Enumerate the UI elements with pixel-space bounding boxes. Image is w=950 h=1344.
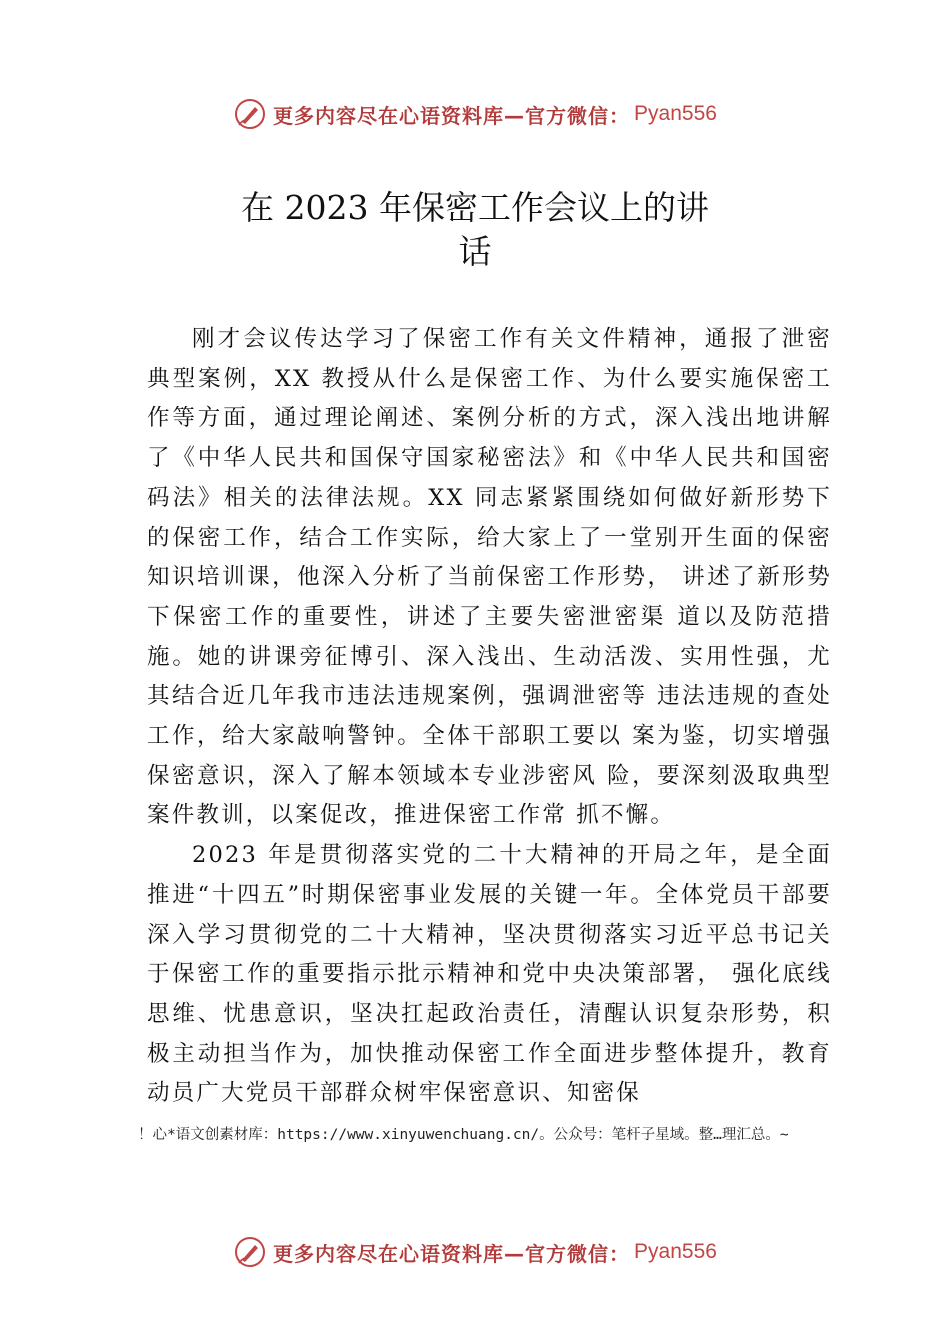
document-title (200, 186, 750, 274)
title-line-2: 话 (458, 232, 492, 271)
footer-banner (0, 1232, 950, 1272)
banner-handle: Pyan556 (634, 102, 717, 125)
banner-text: 更多内容尽在心语资料库—官方微信： (273, 103, 631, 128)
footnote: ！心*语文创素材库：https://www.xinyuwenchuang.cn/。公众号：笔杆子星域。整…理汇总。~ (138, 1127, 789, 1143)
banner-handle: Pyan556 (634, 1240, 717, 1263)
header-banner (0, 94, 950, 134)
paragraph: 刚才会议传达学习了保密工作有关文件精神，通报了泄密典型案例，XX 教授从什么是保密工作、为什么要实施保密工作等方面，通过理论阐述、案例分析的方式，深入浅出地讲解了《中华人民共和国保守国家秘密法》和《中华人民共和国密码法》相关的法律法规。XX 同志紧紧围绕如何做好新形势下的保密工作，结合工作实际，给大家上了一堂别开生面的保密知识培训课，他深入分析了当前保密工作形势， 讲述了新形势下保密工作的重要性，讲述了主要失密泄密渠 道以及防范措施。她的讲课旁征博引、深入浅出、生动活泼、实用性强，尤其结合近几年我市违法违规案例，强调泄密等 违法违规的查处工作，给大家敲响警钟。全体干部职工要以 案为鉴，切实增强保密意识，深入了解本领域本专业涉密风 险，要深刻汲取典型案件教训，以案促改，推进保密工作常 抓不懈。 (147, 326, 832, 829)
pen-logo-icon (233, 1235, 267, 1269)
pen-logo-icon (233, 97, 267, 131)
banner-text: 更多内容尽在心语资料库—官方微信： (273, 1241, 631, 1266)
paragraph: 2023 年是贯彻落实党的二十大精神的开局之年，是全面推进“十四五”时期保密事业发展的关键一年。全体党员干部要深入学习贯彻党的二十大精神，坚决贯彻落实习近平总书记关于保密工作的重要指示批示精神和党中央决策部署， 强化底线思维、忧患意识，坚决扛起政治责任，清醒认识复杂形势，积极主动担当作为，加快推动保密工作全面进步整体提升，教育动员广大党员干部群众树牢保密意识、知密保 (147, 842, 832, 1107)
document-body (147, 320, 832, 1114)
title-line-1: 在 2023 年保密工作会议上的讲 (241, 188, 709, 227)
